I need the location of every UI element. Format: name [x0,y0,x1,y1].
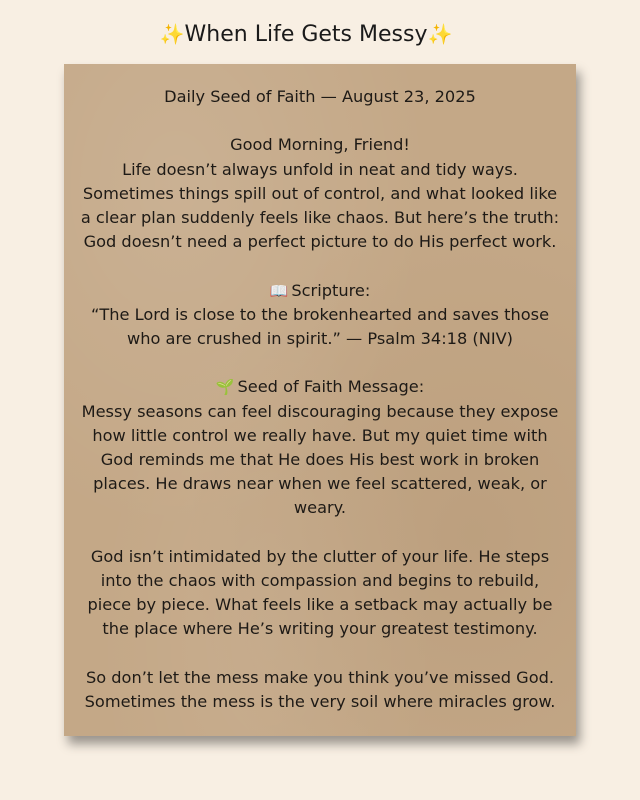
sparkles-icon: ✨ [159,22,185,46]
open-book-icon: 📖 [269,281,289,300]
scripture-heading [68,279,572,303]
scripture-line: “The Lord is close to the brokenhearted and saves those [90,304,550,324]
message-line: weary. [293,498,347,518]
page-title-text: When Life Gets Messy [184,22,428,47]
message-line: So don’t let the mess make you think you’ve missed God. [85,667,555,687]
message-line: God isn’t intimidated by the clutter of your life. He steps [90,546,550,566]
seedling-icon: 🌱 [215,378,235,397]
page-title [0,18,612,51]
sparkles-icon: ✨ [427,22,453,46]
message-line: Messy seasons can feel discouraging because they expose [81,401,559,421]
message-line: places. He draws near when we feel scattered, weak, or [93,474,547,494]
date-line: Daily Seed of Faith — August 23, 2025 [164,87,476,106]
message-line: Sometimes the mess is the very soil where miracles grow. [84,692,556,711]
message-line: into the chaos with compassion and begins to rebuild, [100,571,540,590]
message-line: God reminds me that He does His best work in broken [100,450,540,469]
intro-line: a clear plan suddenly feels like chaos. But here’s the truth: [80,208,560,227]
intro-line: Sometimes things spill out of control, and what looked like [82,183,558,203]
devotional-card [64,64,576,736]
message-line: the place where He’s writing your greatest testimony. [102,619,538,639]
greeting: Good Morning, Friend! [230,135,410,155]
message-line: how little control we really have. But my quiet time with [92,425,548,445]
message-line: piece by piece. What feels like a setback may actually be [87,595,553,615]
devotional-text [68,85,572,714]
scripture-line: who are crushed in spirit.” — Psalm 34:18 (NIV) [126,329,513,348]
scripture-heading-text: Scripture: [291,280,371,300]
intro-line: Life doesn’t always unfold in neat and tidy ways. [122,159,518,179]
intro-line: God doesn’t need a perfect picture to do His perfect work. [83,232,557,252]
message-heading [68,375,572,399]
message-heading-text: Seed of Faith Message: [237,377,425,397]
